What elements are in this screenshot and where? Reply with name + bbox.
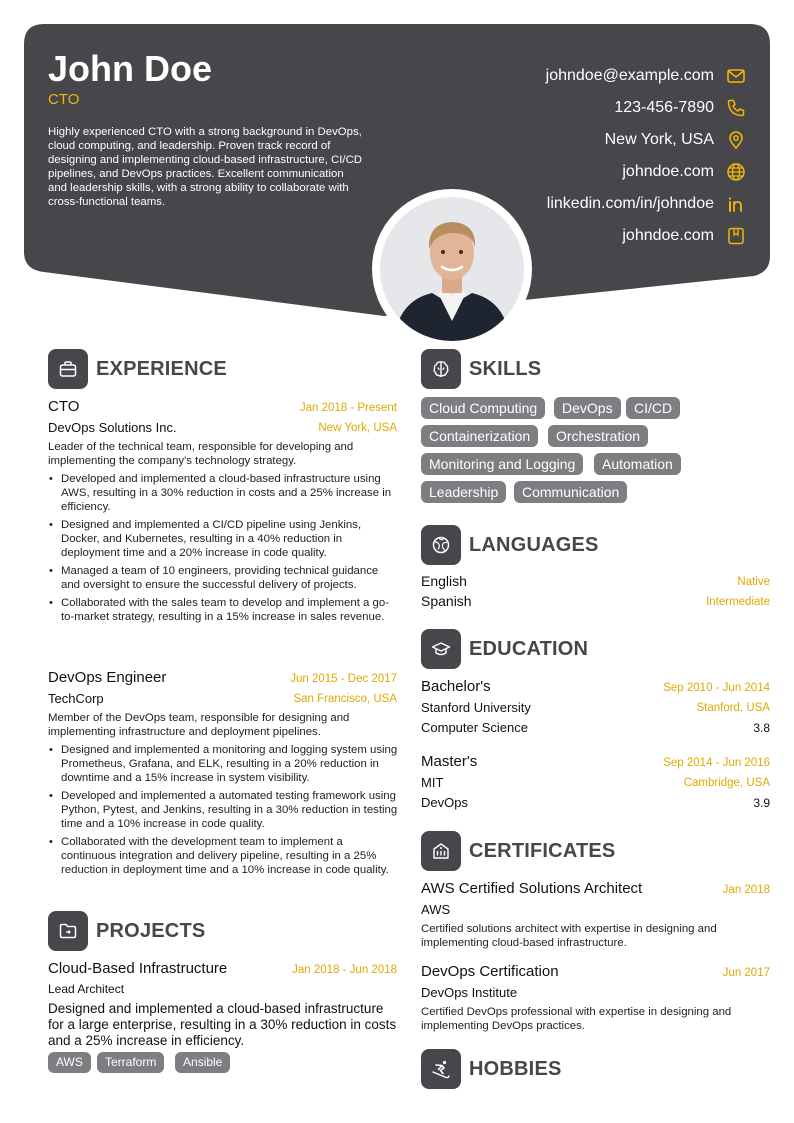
certificate-2-issuer: DevOps Institute (421, 985, 518, 1000)
projects-section-heading (48, 911, 205, 951)
contact-website[interactable] (350, 156, 770, 188)
education-2-dates: Sep 2014 - Jun 2016 (663, 757, 770, 769)
phone-icon (726, 98, 746, 118)
skills-section-heading (421, 349, 541, 389)
certificate-1-description: Certified solutions architect with expertise in designing and implementing cloud-based infrastructure. (421, 923, 717, 949)
education-2-degree: Master's (421, 753, 478, 770)
location-icon (726, 130, 746, 150)
candidate-name: John Doe (48, 48, 213, 89)
list-item: • Collaborated with the development team to implement a continuous integration and delivery pipeline, resulting in a 25% reduction in deployment time and a 10% increase in code quality. (48, 835, 400, 877)
certificate-2-name: DevOps Certification (421, 963, 559, 980)
language-2-level: Intermediate (706, 596, 770, 608)
skill-tag: Monitoring and Logging (421, 453, 583, 475)
list-item: • Designed and implemented a CI/CD pipeline using Jenkins, Docker, and Kubernetes, resulting in a 40% reduction in deployment time and a 20% increase in code quality. (48, 518, 392, 560)
contact-website-text[interactable]: johndoe.com (622, 163, 714, 180)
briefcase-icon (48, 349, 88, 389)
certificates-section-heading (421, 831, 615, 871)
mail-icon (726, 66, 746, 86)
institution-icon (421, 831, 461, 871)
contact-email-text[interactable]: johndoe@example.com (545, 67, 714, 84)
certificate-1-date: Jan 2018 (722, 884, 770, 896)
skill-tag: Orchestration (548, 425, 648, 447)
education-1-field: Computer Science (421, 720, 528, 735)
profile-summary: Highly experienced CTO with a strong background in DevOps, cloud computing, and leadership. Proven track record of designing and implementing cloud-based infrastructure, CI/CD pipelines, and DevOps practices. Excellent communication and leadership skills, with a strong ability to collaborate with cross-functional teams. (48, 126, 363, 208)
education-1-dates: Sep 2010 - Jun 2014 (663, 682, 770, 694)
list-item: • Developed and implemented a cloud-based infrastructure using AWS, resulting in a 30% reduction in costs and a 25% increase in efficiency. (48, 472, 392, 514)
brain-icon (421, 349, 461, 389)
certificate-2-date: Jun 2017 (722, 967, 770, 979)
language-1-name: English (421, 573, 467, 589)
project-1-dates: Jan 2018 - Jun 2018 (292, 964, 397, 976)
job-1-company: DevOps Solutions Inc. (48, 420, 177, 435)
globe-icon (726, 162, 746, 182)
skill-tag: Automation (594, 453, 681, 475)
certificate-1-issuer: AWS (421, 902, 451, 917)
skill-tag: Leadership (421, 481, 506, 503)
hobbies-section-heading (421, 1049, 562, 1089)
skill-tag: Communication (514, 481, 627, 503)
list-item: • Collaborated with the sales team to develop and implement a go-to-market strategy, resulting in a 15% increase in sales revenue. (48, 596, 392, 624)
contact-phone-text[interactable]: 123-456-7890 (614, 99, 714, 116)
languages-title: LANGUAGES (469, 533, 599, 556)
profile-photo (380, 197, 524, 341)
job-2-company: TechCorp (48, 691, 104, 706)
project-1-description: Designed and implemented a cloud-based infrastructure for a large enterprise, resulting in a 30% reduction in costs and a 25% increase in efficiency. (48, 1001, 397, 1048)
certificate-1-name: AWS Certified Solutions Architect (421, 880, 643, 897)
skill-tag: Cloud Computing (421, 397, 545, 419)
contact-location-text: New York, USA (604, 131, 714, 148)
education-2-field: DevOps (421, 795, 468, 810)
contact-phone[interactable] (350, 92, 770, 124)
certificate-2-description: Certified DevOps professional with expertise in designing and implementing DevOps practices. (421, 1006, 732, 1032)
job-2-dates: Jun 2015 - Dec 2017 (290, 673, 397, 685)
project-tag: AWS (48, 1052, 91, 1073)
job-1-bullets (48, 472, 392, 628)
education-1-school: Stanford University (421, 700, 531, 715)
skills-title: SKILLS (469, 357, 542, 380)
language-2-name: Spanish (421, 593, 472, 609)
project-1-role: Lead Architect (48, 982, 125, 996)
contact-email[interactable] (350, 60, 770, 92)
job-1-role: CTO (48, 398, 80, 415)
job-2-role: DevOps Engineer (48, 669, 167, 686)
projects-title: PROJECTS (96, 919, 206, 942)
hobbies-title: HOBBIES (469, 1057, 562, 1080)
job-1-summary: Leader of the technical team, responsible for developing and implementing the company's technology strategy. (48, 441, 354, 467)
languages-section-heading (421, 525, 599, 565)
education-title: EDUCATION (469, 637, 589, 660)
skill-tag: CI/CD (626, 397, 680, 419)
candidate-role: CTO (48, 91, 80, 108)
education-1-location: Stanford, USA (696, 702, 770, 714)
education-2-gpa: 3.9 (753, 796, 770, 810)
contact-website-2-text[interactable]: johndoe.com (622, 227, 714, 244)
education-2-location: Cambridge, USA (683, 777, 770, 789)
language-icon (421, 525, 461, 565)
certificates-title: CERTIFICATES (469, 839, 616, 862)
job-2-bullets (48, 743, 400, 881)
experience-section-heading (48, 349, 227, 389)
folder-icon (48, 911, 88, 951)
education-section-heading (421, 629, 588, 669)
language-1-level: Native (737, 576, 770, 588)
education-2-school: MIT (421, 775, 444, 790)
list-item: • Managed a team of 10 engineers, providing technical guidance and oversight to ensure the successful delivery of projects. (48, 564, 392, 592)
linkedin-icon (726, 194, 746, 214)
bookmark-icon (726, 226, 746, 246)
skiing-icon (421, 1049, 461, 1089)
project-tag: Terraform (97, 1052, 164, 1073)
project-1-name: Cloud-Based Infrastructure (48, 960, 228, 977)
contact-location (350, 124, 770, 156)
job-2-summary: Member of the DevOps team, responsible for designing and implementing infrastructure and deployment pipelines. (48, 712, 350, 738)
project-tag: Ansible (175, 1052, 230, 1073)
list-item: • Designed and implemented a monitoring and logging system using Prometheus, Grafana, and ELK, resulting in a 20% reduction in downtime and a 15% increase in system visibility. (48, 743, 400, 785)
skill-tag: Containerization (421, 425, 538, 447)
graduation-cap-icon (421, 629, 461, 669)
list-item: • Developed and implemented a automated testing framework using Python, Pytest, and Jenkins, resulting in a 30% reduction in testing time and a 10% increase in code quality. (48, 789, 400, 831)
contact-linkedin-text[interactable]: linkedin.com/in/johndoe (546, 195, 714, 212)
education-1-degree: Bachelor's (421, 678, 491, 695)
job-1-dates: Jan 2018 - Present (299, 402, 397, 414)
job-2-location: San Francisco, USA (293, 693, 397, 705)
skill-tag: DevOps (554, 397, 621, 419)
education-1-gpa: 3.8 (753, 721, 770, 735)
job-1-location: New York, USA (318, 422, 397, 434)
experience-title: EXPERIENCE (96, 357, 227, 380)
